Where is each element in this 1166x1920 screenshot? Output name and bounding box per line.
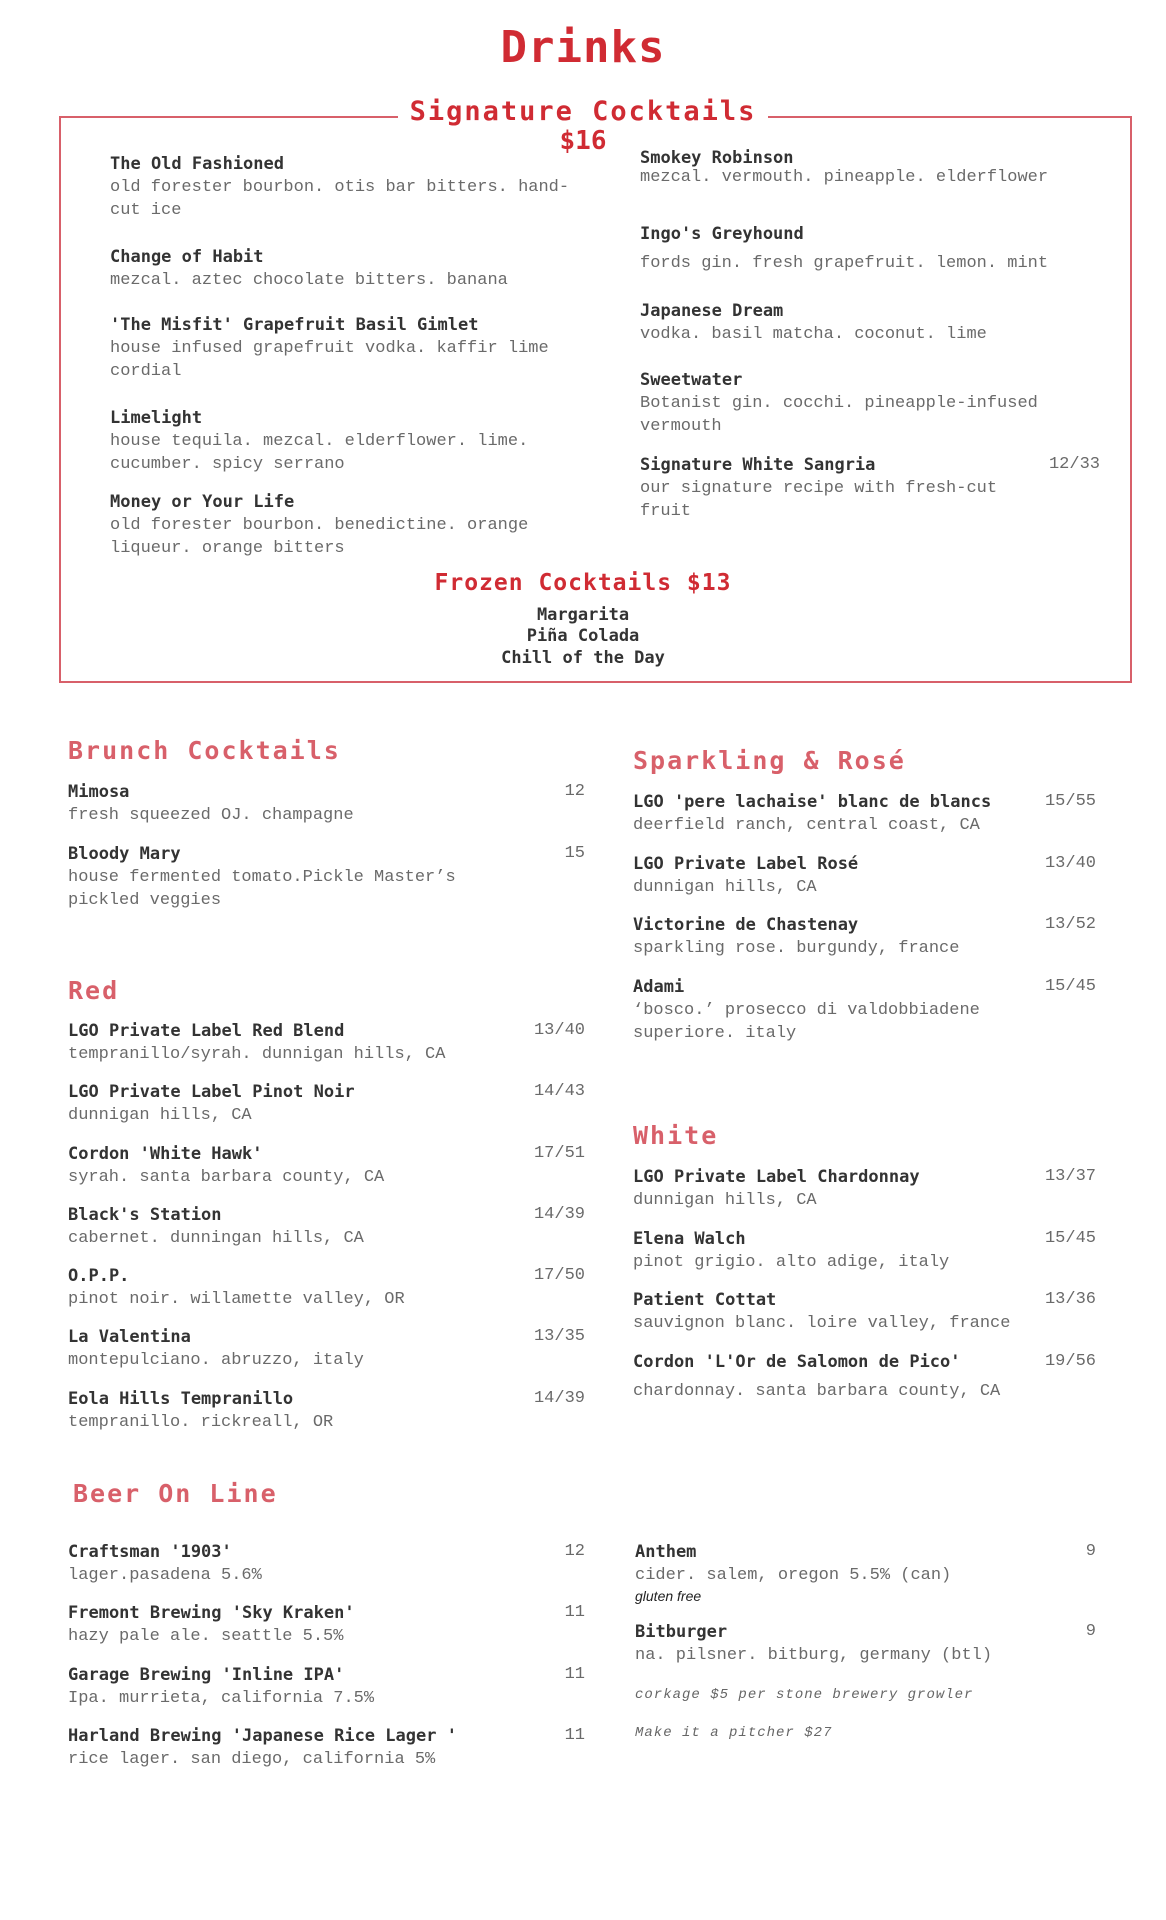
- menu-item: [633, 1227, 1096, 1274]
- menu-item: [68, 1203, 585, 1250]
- item-name: Ingo's Greyhound: [640, 224, 804, 244]
- item-price: 13/40: [1044, 854, 1096, 873]
- menu-item: [68, 1663, 585, 1710]
- frozen-item: Piña Colada: [526, 626, 640, 646]
- item-desc: fresh squeezed OJ. champagne: [68, 806, 354, 825]
- menu-item: [68, 1325, 585, 1372]
- item-desc: chardonnay. santa barbara county, CA: [633, 1382, 1001, 1401]
- menu-item: [110, 245, 580, 292]
- item-price: 13/52: [1044, 915, 1096, 934]
- item-name: Sweetwater: [640, 370, 743, 390]
- item-name: LGO Private Label Rosé: [633, 854, 859, 874]
- menu-item: [68, 780, 585, 827]
- menu-item: [633, 790, 1096, 837]
- item-desc: tempranillo/syrah. dunnigan hills, CA: [68, 1045, 446, 1064]
- item-desc: fords gin. fresh grapefruit. lemon. mint: [640, 254, 1049, 273]
- item-desc: dunnigan hills, CA: [633, 1191, 817, 1210]
- item-name: 'The Misfit' Grapefruit Basil Gimlet: [110, 315, 479, 335]
- gluten-free-note: gluten free: [635, 1588, 702, 1604]
- menu-item: [640, 146, 1110, 189]
- item-desc: pinot noir. willamette valley, OR: [68, 1290, 405, 1309]
- item-price: 19/56: [1044, 1352, 1096, 1371]
- item-name: LGO Private Label Pinot Noir: [68, 1082, 355, 1102]
- item-price: 17/51: [533, 1144, 585, 1163]
- item-price: 13/36: [1044, 1290, 1096, 1309]
- item-name: Cordon 'White Hawk': [68, 1144, 263, 1164]
- item-name: Bitburger: [635, 1622, 728, 1642]
- item-desc: sparkling rose. burgundy, france: [633, 939, 960, 958]
- item-name: Cordon 'L'Or de Salomon de Pico': [633, 1352, 961, 1372]
- item-desc: cabernet. dunningan hills, CA: [68, 1229, 364, 1248]
- item-desc: house tequila. mezcal. elderflower. lime. cucumber. spicy serrano: [110, 432, 529, 474]
- item-name: The Old Fashioned: [110, 154, 284, 174]
- item-name: LGO Private Label Red Blend: [68, 1021, 345, 1041]
- item-desc: na. pilsner. bitburg, germany (btl): [635, 1646, 993, 1665]
- item-desc: montepulciano. abruzzo, italy: [68, 1351, 364, 1370]
- item-price: 14/39: [533, 1389, 585, 1408]
- item-name: Smokey Robinson: [640, 148, 794, 168]
- menu-item: [68, 1540, 585, 1587]
- item-name: Money or Your Life: [110, 492, 295, 512]
- item-price: 9: [1085, 1542, 1096, 1561]
- menu-item: [633, 852, 1096, 899]
- item-name: Change of Habit: [110, 247, 264, 267]
- item-name: LGO 'pere lachaise' blanc de blancs: [633, 792, 992, 812]
- item-price: 14/39: [533, 1205, 585, 1224]
- item-name: LGO Private Label Chardonnay: [633, 1167, 920, 1187]
- item-price: 15/45: [1044, 1229, 1096, 1248]
- item-name: Garage Brewing 'Inline IPA': [68, 1665, 345, 1685]
- item-desc: Botanist gin. cocchi. pineapple-infused vermouth: [640, 394, 1038, 436]
- item-name: Fremont Brewing 'Sky Kraken': [68, 1603, 355, 1623]
- item-price: 12/33: [1048, 455, 1100, 474]
- item-price: 15/55: [1044, 792, 1096, 811]
- item-desc: hazy pale ale. seattle 5.5%: [68, 1627, 344, 1646]
- item-name: O.P.P.: [68, 1266, 130, 1286]
- item-price: 13/37: [1044, 1167, 1096, 1186]
- item-name: Japanese Dream: [640, 301, 784, 321]
- item-name: Eola Hills Tempranillo: [68, 1389, 294, 1409]
- item-desc: dunnigan hills, CA: [633, 878, 817, 897]
- menu-item: [110, 490, 550, 560]
- menu-item: [633, 975, 1096, 1045]
- item-price: 12: [564, 782, 585, 801]
- item-name: Black's Station: [68, 1205, 222, 1225]
- item-price: 14/43: [533, 1082, 585, 1101]
- item-desc: house fermented tomato.Pickle Master’s pickled veggies: [68, 868, 456, 910]
- item-desc: sauvignon blanc. loire valley, france: [633, 1314, 1011, 1333]
- item-desc: syrah. santa barbara county, CA: [68, 1168, 385, 1187]
- menu-item: [635, 1620, 1096, 1667]
- signature-heading: Signature Cocktails: [398, 96, 769, 127]
- white-heading: White: [633, 1121, 719, 1150]
- item-desc: our signature recipe with fresh-cut fruit: [640, 479, 998, 521]
- menu-item: [635, 1540, 1096, 1605]
- beer-heading: Beer On Line: [73, 1479, 278, 1508]
- item-desc: lager.pasadena 5.6%: [68, 1566, 262, 1585]
- red-heading: Red: [68, 976, 120, 1005]
- frozen-heading: Frozen Cocktails $13: [434, 570, 732, 596]
- menu-item: [68, 842, 585, 912]
- item-desc: deerfield ranch, central coast, CA: [633, 816, 980, 835]
- frozen-item: Chill of the Day: [501, 648, 665, 668]
- menu-item: [68, 1080, 585, 1127]
- item-name: Victorine de Chastenay: [633, 915, 859, 935]
- item-price: 13/40: [533, 1021, 585, 1040]
- item-desc: cider. salem, oregon 5.5% (can): [635, 1566, 952, 1585]
- menu-item: [68, 1601, 585, 1648]
- pitcher-note: Make it a pitcher $27: [635, 1725, 833, 1741]
- item-name: Elena Walch: [633, 1229, 746, 1249]
- menu-item: [640, 299, 1110, 346]
- item-name: Limelight: [110, 408, 203, 428]
- menu-item: [633, 1350, 1096, 1403]
- menu-item: [68, 1724, 585, 1771]
- signature-price: $16: [559, 126, 607, 156]
- brunch-heading: Brunch Cocktails: [68, 736, 341, 765]
- menu-item: [68, 1019, 585, 1066]
- item-price: 15: [564, 844, 585, 863]
- menu-item: [633, 1288, 1096, 1335]
- item-name: Harland Brewing 'Japanese Rice Lager ': [68, 1726, 457, 1746]
- item-name: Anthem: [635, 1542, 697, 1562]
- item-desc: old forester bourbon. otis bar bitters. hand-cut ice: [110, 178, 570, 220]
- item-price: 15/45: [1044, 977, 1096, 996]
- item-name: Bloody Mary: [68, 844, 181, 864]
- menu-item: [68, 1387, 585, 1434]
- signature-heading-wrap: [0, 96, 1166, 127]
- item-price: 11: [564, 1726, 585, 1745]
- item-price: 12: [564, 1542, 585, 1561]
- item-desc: dunnigan hills, CA: [68, 1106, 252, 1125]
- menu-item: [110, 152, 580, 222]
- page-title: Drinks: [500, 22, 666, 73]
- item-desc: mezcal. vermouth. pineapple. elderflower: [640, 168, 1049, 187]
- item-desc: ‘bosco.’ prosecco di valdobbiadene superiore. italy: [633, 1001, 980, 1043]
- item-desc: pinot grigio. alto adige, italy: [633, 1253, 950, 1272]
- item-name: La Valentina: [68, 1327, 191, 1347]
- menu-item: [640, 453, 1100, 523]
- item-desc: rice lager. san diego, california 5%: [68, 1750, 436, 1769]
- item-name: Patient Cottat: [633, 1290, 777, 1310]
- item-price: 11: [564, 1665, 585, 1684]
- item-name: Craftsman '1903': [68, 1542, 232, 1562]
- item-price: 17/50: [533, 1266, 585, 1285]
- menu-item: [110, 313, 590, 383]
- item-desc: Ipa. murrieta, california 7.5%: [68, 1689, 375, 1708]
- menu-item: [633, 1165, 1096, 1212]
- item-price: 13/35: [533, 1327, 585, 1346]
- menu-item: [640, 222, 1110, 275]
- menu-item: [68, 1264, 585, 1311]
- item-desc: house infused grapefruit vodka. kaffir lime cordial: [110, 339, 549, 381]
- corkage-note: corkage $5 per stone brewery growler: [635, 1687, 974, 1703]
- item-price: 11: [564, 1603, 585, 1622]
- menu-item: [633, 913, 1096, 960]
- item-name: Adami: [633, 977, 685, 997]
- item-name: Signature White Sangria: [640, 455, 876, 475]
- item-desc: vodka. basil matcha. coconut. lime: [640, 325, 987, 344]
- menu-item: [640, 368, 1100, 438]
- item-desc: old forester bourbon. benedictine. orange liqueur. orange bitters: [110, 516, 529, 558]
- item-price: 9: [1085, 1622, 1096, 1641]
- sparkling-heading: Sparkling & Rosé: [633, 746, 906, 775]
- item-name: Mimosa: [68, 782, 130, 802]
- frozen-item: Margarita: [536, 605, 630, 625]
- menu-item: [110, 406, 580, 476]
- menu-item: [68, 1142, 585, 1189]
- item-desc: mezcal. aztec chocolate bitters. banana: [110, 271, 508, 290]
- item-desc: tempranillo. rickreall, OR: [68, 1413, 334, 1432]
